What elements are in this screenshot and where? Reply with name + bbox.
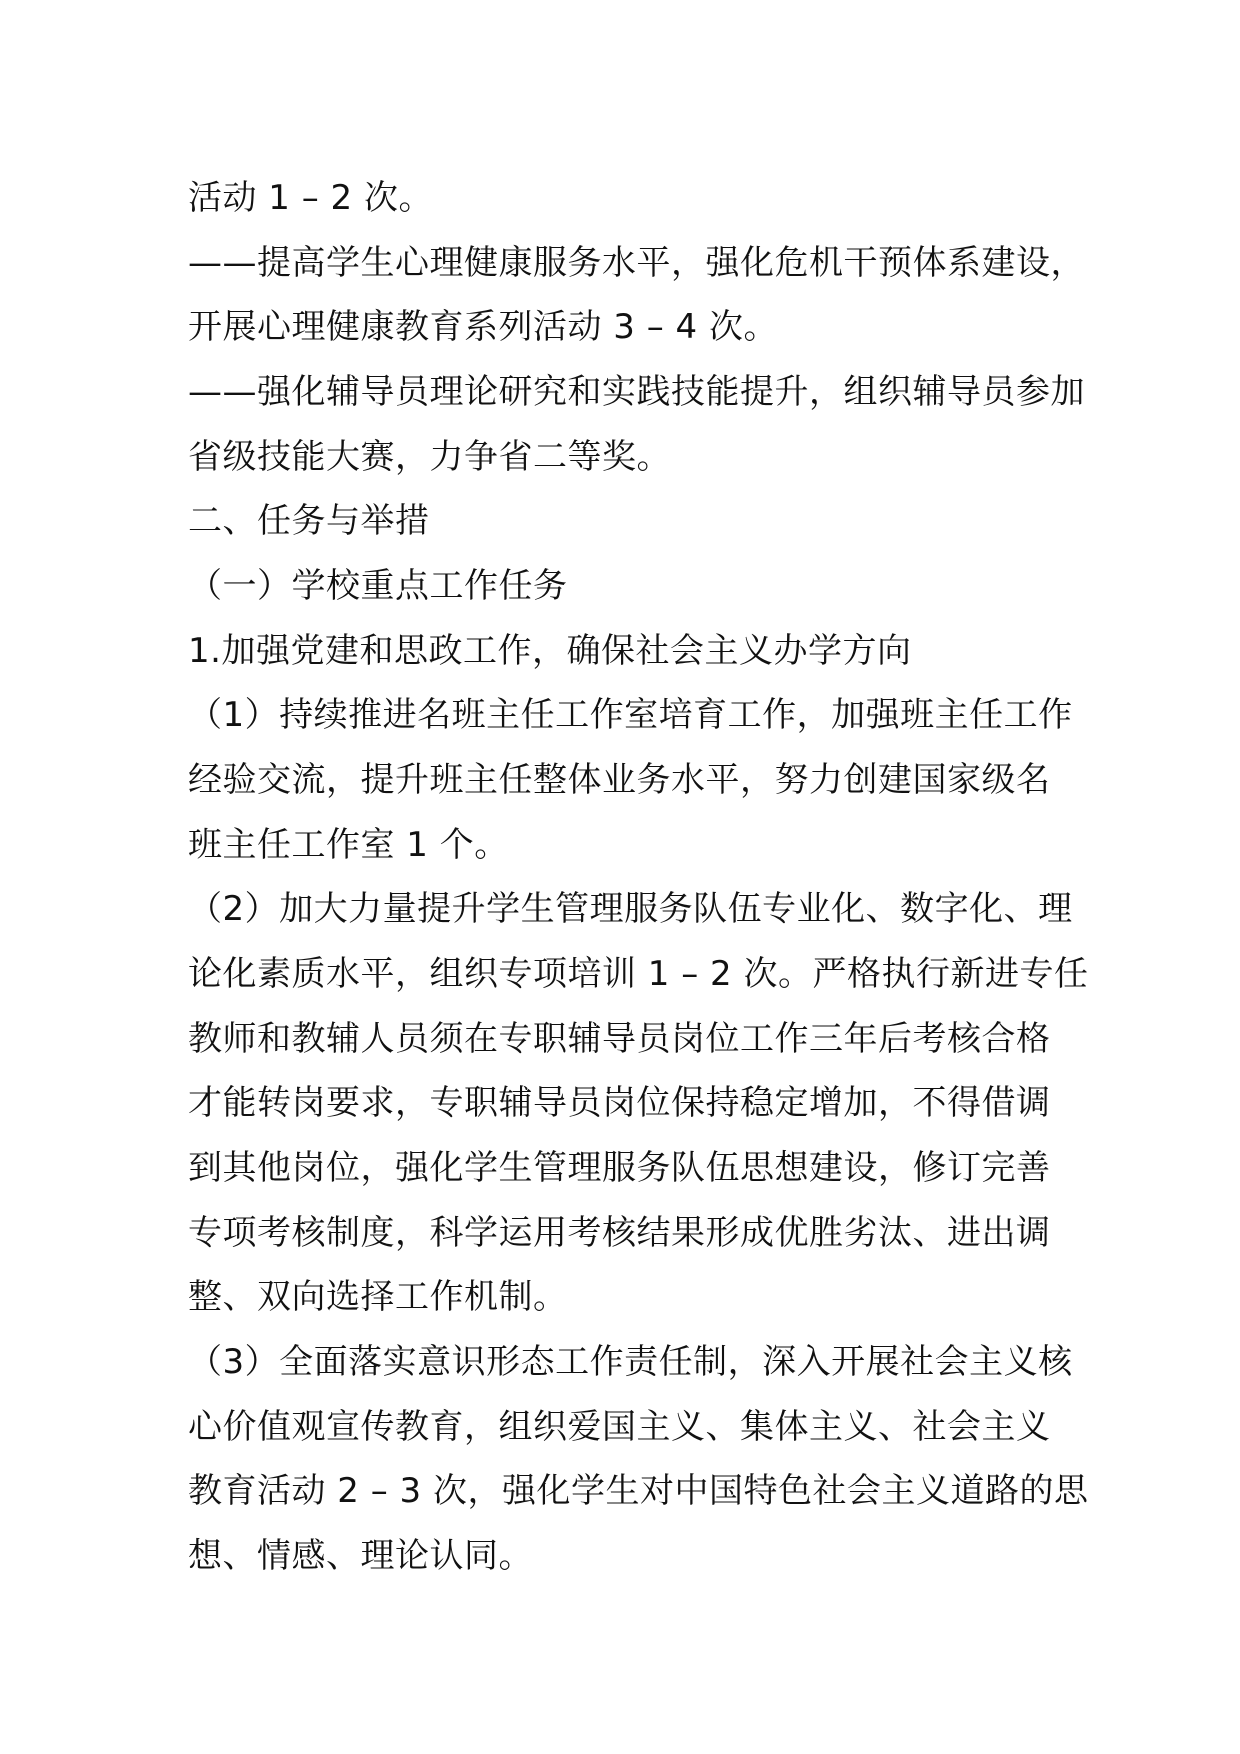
text-line-1: 活动 1 – 2 次。 [188,178,433,218]
section-heading: 二、任务与举措 [188,501,430,541]
text-line-2: ——提高学生心理健康服务水平，强化危机干预体系建设， [188,243,1085,283]
text-line-9: （1）持续推进名班主任工作室培育工作，加强班主任工作 [188,695,1073,735]
text-line-18: 整、双向选择工作机制。 [188,1277,568,1317]
text-line-10: 经验交流，提升班主任整体业务水平，努力创建国家级名 [188,760,1051,800]
subsection-heading: （一）学校重点工作任务 [188,566,568,606]
text-line-16: 到其他岗位，强化学生管理服务队伍思想建设，修订完善 [188,1148,1051,1188]
text-line-11: 班主任工作室 1 个。 [188,825,509,865]
item-heading: 1.加强党建和思政工作，确保社会主义办学方向 [188,631,912,671]
text-line-17: 专项考核制度，科学运用考核结果形成优胜劣汰、进出调 [188,1213,1051,1253]
text-line-22: 想、情感、理论认同。 [188,1536,533,1576]
text-line-14: 教师和教辅人员须在专职辅导员岗位工作三年后考核合格 [188,1019,1051,1059]
text-line-4: ——强化辅导员理论研究和实践技能提升，组织辅导员参加 [188,372,1085,412]
text-line-21: 教育活动 2 – 3 次，强化学生对中国特色社会主义道路的思 [188,1471,1089,1511]
text-line-3: 开展心理健康教育系列活动 3 – 4 次。 [188,307,778,347]
text-line-19: （3）全面落实意识形态工作责任制，深入开展社会主义核 [188,1342,1073,1382]
text-line-15: 才能转岗要求，专职辅导员岗位保持稳定增加，不得借调 [188,1083,1051,1123]
text-line-5: 省级技能大赛，力争省二等奖。 [188,437,671,477]
text-line-12: （2）加大力量提升学生管理服务队伍专业化、数字化、理 [188,889,1073,929]
text-line-20: 心价值观宣传教育，组织爱国主义、集体主义、社会主义 [188,1407,1051,1447]
text-line-13: 论化素质水平，组织专项培训 1 – 2 次。严格执行新进专任 [188,954,1089,994]
